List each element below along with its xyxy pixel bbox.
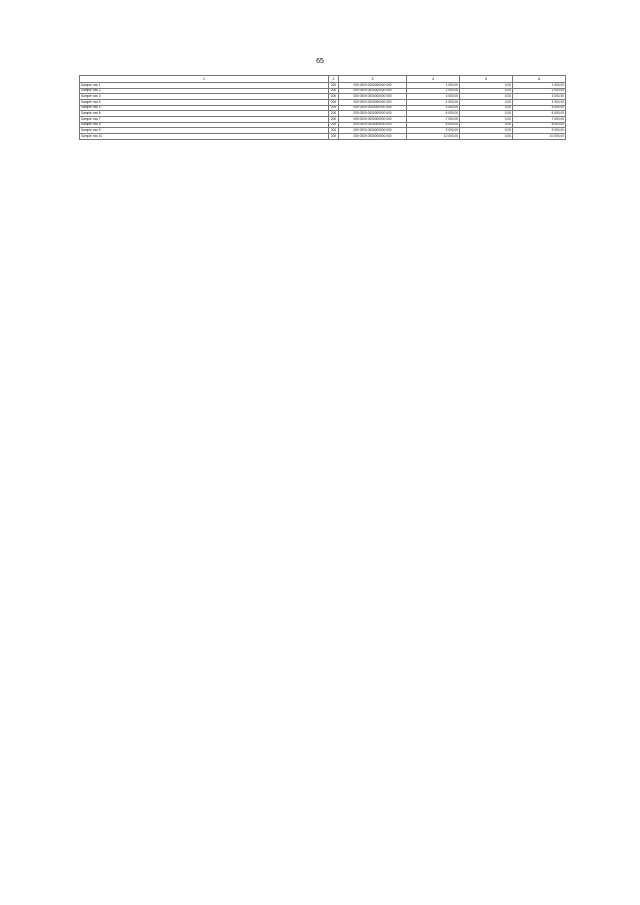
row-classification-code: 000 0000 0000000000 000 xyxy=(339,83,407,89)
table-header-row xyxy=(80,76,566,83)
column-header: 6 xyxy=(513,76,566,83)
row-text: Sample row 3 xyxy=(80,94,329,100)
row-code: 200 xyxy=(329,105,339,111)
column-header: 2 xyxy=(329,76,339,83)
row-remaining-amount: 1 000,00 xyxy=(513,83,566,89)
row-approved-amount: 3 000,00 xyxy=(407,94,460,100)
row-code: 200 xyxy=(329,111,339,117)
row-remaining-amount: 10 000,00 xyxy=(513,134,566,140)
row-remaining-amount: 6 000,00 xyxy=(513,111,566,117)
row-code: 200 xyxy=(329,94,339,100)
row-approved-amount: 4 000,00 xyxy=(407,100,460,106)
row-text: Sample row 6 xyxy=(80,111,329,117)
row-code: 200 xyxy=(329,134,339,140)
table-row xyxy=(80,134,566,140)
row-remaining-amount: 7 000,00 xyxy=(513,117,566,123)
row-classification-code: 000 0000 0000000000 000 xyxy=(339,100,407,106)
column-header: 3 xyxy=(339,76,407,83)
row-executed-amount: 0,00 xyxy=(460,100,513,106)
row-approved-amount: 5 000,00 xyxy=(407,105,460,111)
row-classification-code: 000 0000 0000000000 000 xyxy=(339,128,407,134)
column-header: 4 xyxy=(407,76,460,83)
row-executed-amount: 0,00 xyxy=(460,128,513,134)
row-executed-amount: 0,00 xyxy=(460,88,513,94)
row-approved-amount: 8 000,00 xyxy=(407,122,460,128)
row-text: Sample row 5 xyxy=(80,105,329,111)
row-text: Sample row 2 xyxy=(80,88,329,94)
row-executed-amount: 0,00 xyxy=(460,83,513,89)
row-code: 200 xyxy=(329,100,339,106)
row-text: Sample row 1 xyxy=(80,83,329,89)
page-number: 65 xyxy=(316,58,324,65)
budget-table xyxy=(79,75,566,140)
row-code: 200 xyxy=(329,117,339,123)
row-executed-amount: 0,00 xyxy=(460,94,513,100)
row-text: Sample row 10 xyxy=(80,134,329,140)
row-classification-code: 000 0000 0000000000 000 xyxy=(339,105,407,111)
row-approved-amount: 1 000,00 xyxy=(407,83,460,89)
row-text: Sample row 4 xyxy=(80,100,329,106)
row-approved-amount: 2 000,00 xyxy=(407,88,460,94)
column-header: 5 xyxy=(460,76,513,83)
row-approved-amount: 9 000,00 xyxy=(407,128,460,134)
column-header: 1 xyxy=(80,76,329,83)
row-executed-amount: 0,00 xyxy=(460,134,513,140)
row-remaining-amount: 4 000,00 xyxy=(513,100,566,106)
row-code: 200 xyxy=(329,83,339,89)
row-code: 200 xyxy=(329,122,339,128)
row-code: 200 xyxy=(329,88,339,94)
row-text: Sample row 7 xyxy=(80,117,329,123)
row-classification-code: 000 0000 0000000000 000 xyxy=(339,111,407,117)
row-classification-code: 000 0000 0000000000 000 xyxy=(339,122,407,128)
row-remaining-amount: 9 000,00 xyxy=(513,128,566,134)
row-executed-amount: 0,00 xyxy=(460,111,513,117)
row-remaining-amount: 5 000,00 xyxy=(513,105,566,111)
row-executed-amount: 0,00 xyxy=(460,117,513,123)
row-classification-code: 000 0000 0000000000 000 xyxy=(339,94,407,100)
row-text: Sample row 9 xyxy=(80,128,329,134)
row-remaining-amount: 2 000,00 xyxy=(513,88,566,94)
row-remaining-amount: 8 000,00 xyxy=(513,122,566,128)
row-approved-amount: 6 000,00 xyxy=(407,111,460,117)
row-classification-code: 000 0000 0000000000 000 xyxy=(339,134,407,140)
table-body xyxy=(80,83,566,140)
row-code: 200 xyxy=(329,128,339,134)
row-classification-code: 000 0000 0000000000 000 xyxy=(339,88,407,94)
row-executed-amount: 0,00 xyxy=(460,122,513,128)
row-approved-amount: 10 000,00 xyxy=(407,134,460,140)
row-remaining-amount: 3 000,00 xyxy=(513,94,566,100)
row-text: Sample row 8 xyxy=(80,122,329,128)
row-executed-amount: 0,00 xyxy=(460,105,513,111)
row-classification-code: 000 0000 0000000000 000 xyxy=(339,117,407,123)
row-approved-amount: 7 000,00 xyxy=(407,117,460,123)
